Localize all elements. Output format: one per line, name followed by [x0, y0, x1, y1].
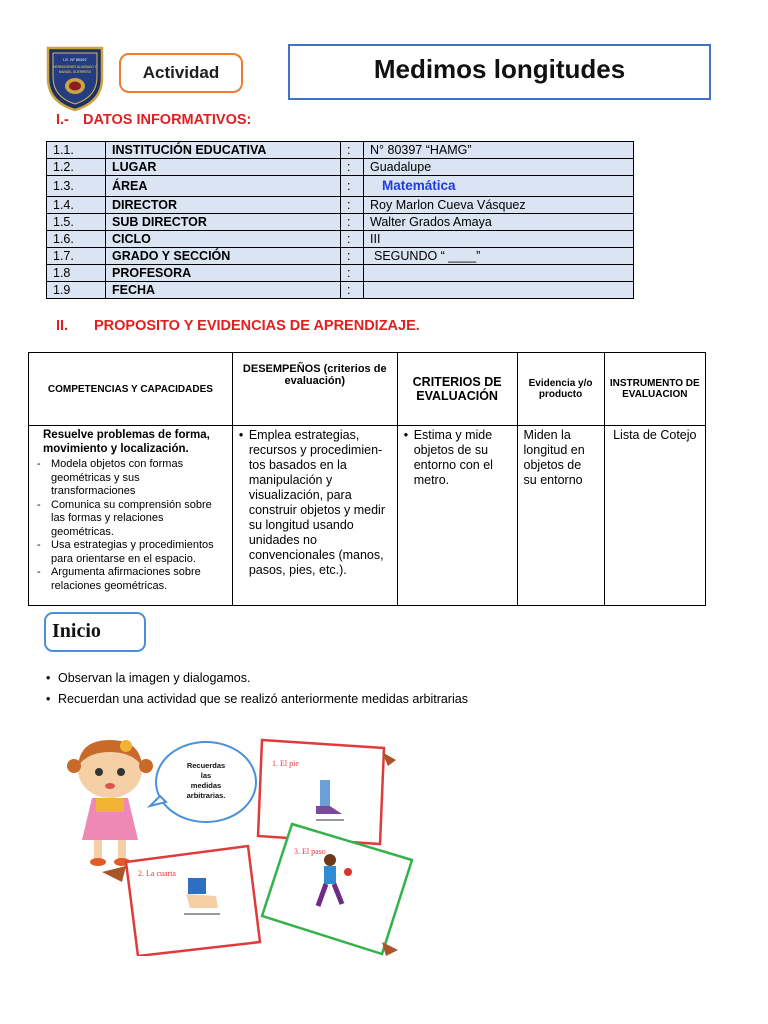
info-num: 1.8: [47, 265, 106, 282]
inicio-heading-box: [44, 612, 146, 652]
info-sep: :: [341, 159, 364, 176]
competencias-cell: [29, 426, 233, 606]
info-value: SEGUNDO “ ____”: [364, 248, 634, 265]
info-row: [47, 142, 634, 159]
header-competencias: COMPETENCIAS Y CAPACIDADES: [29, 353, 233, 426]
section-1-number: I.-: [56, 112, 69, 128]
page-title: Medimos longitudes: [373, 54, 626, 84]
speech-line-2: las: [200, 771, 212, 780]
criterio-item: • Estima y mide objetos de su entorno con el metro.: [404, 428, 511, 488]
info-row: [47, 282, 634, 299]
inicio-bullet-text: Recuerdan una actividad que se realizó anteriormente medidas arbitrarias: [58, 692, 468, 706]
info-label: CICLO: [106, 231, 341, 248]
info-label: FECHA: [106, 282, 341, 299]
info-value: N° 80397 “HAMG”: [364, 142, 634, 159]
info-value: Guadalupe: [364, 159, 634, 176]
info-label: GRADO Y SECCIÓN: [106, 248, 341, 265]
inicio-bullet-text: Observan la imagen y dialogamos.: [58, 671, 251, 685]
logo-line-1: I.E. Nº 80397: [63, 57, 87, 62]
info-sep: :: [341, 142, 364, 159]
header-evidencia: Evidencia y/o producto: [517, 353, 604, 426]
instrumento-cell: Lista de Cotejo: [604, 426, 705, 606]
desempenos-list: [239, 428, 391, 578]
info-sep: :: [341, 214, 364, 231]
competencies-table: [28, 352, 706, 606]
info-row: [47, 159, 634, 176]
card-1-label: 1. El pie: [272, 759, 299, 768]
speech-line-1: Recuerdas: [186, 761, 226, 770]
section-1-title: DATOS INFORMATIVOS:: [83, 112, 252, 128]
info-sep: :: [341, 231, 364, 248]
header-instrumento: INSTRUMENTO DE EVALUACION: [604, 353, 705, 426]
info-sep: :: [341, 197, 364, 214]
info-table: [46, 141, 634, 299]
bullet-icon: •: [46, 671, 51, 685]
competencia-title: Resuelve problemas de forma, movimiento y localización.: [43, 429, 210, 455]
info-label: DIRECTOR: [106, 197, 341, 214]
capacidad-item: - Comunica su comprensión sobre las formas y relaciones geométricas.: [33, 499, 226, 540]
info-value: Roy Marlon Cueva Vásquez: [364, 197, 634, 214]
speech-line-3: medidas: [190, 781, 222, 790]
section-2-number: II.: [56, 318, 69, 334]
school-shield-logo: [46, 44, 104, 112]
inicio-bullet-2: [46, 692, 468, 706]
criterios-cell: [397, 426, 517, 606]
info-sep: :: [341, 282, 364, 299]
criterios-list: [404, 428, 511, 488]
section-2-heading: [56, 318, 420, 334]
speech-line-4: arbitrarias.: [186, 791, 226, 800]
competencies-header-row: [29, 353, 706, 426]
header-desempenos: DESEMPEÑOS (criterios de evaluación): [232, 353, 397, 426]
info-value: III: [364, 231, 634, 248]
card-el-pie: [258, 740, 396, 844]
capacidad-item: - Argumenta afirmaciones sobre relaciones geométricas.: [33, 566, 226, 593]
info-value: [364, 265, 634, 282]
info-sep: :: [341, 265, 364, 282]
info-value-area: Matemática: [364, 176, 634, 197]
evidencia-cell: Miden la longitud en objetos de su entorno: [517, 426, 604, 606]
info-num: 1.4.: [47, 197, 106, 214]
section-1-heading: [56, 112, 251, 128]
header-criterios: CRITERIOS DE EVALUACIÓN: [397, 353, 517, 426]
info-num: 1.6.: [47, 231, 106, 248]
info-label: LUGAR: [106, 159, 341, 176]
info-row: [47, 248, 634, 265]
info-num: 1.1.: [47, 142, 106, 159]
speech-bubble: [150, 742, 256, 822]
capacidad-item: - Usa estrategias y procedimientos para orientarse en el espacio.: [33, 539, 226, 566]
activity-label: Actividad: [142, 63, 220, 82]
info-num: 1.9: [47, 282, 106, 299]
info-row: [47, 176, 634, 197]
desempenos-cell: [232, 426, 397, 606]
capacidad-item: - Modela objetos con formas geométricas y sus transformaciones: [33, 458, 226, 499]
info-label: INSTITUCIÓN EDUCATIVA: [106, 142, 341, 159]
desempeno-item: • Emplea estrategias, recursos y procedimien-tos basados en la manipulación y visualización, para construir objetos y medir su longitud usando unidades no convencionales (manos, pasos, pies, etc.).: [239, 428, 391, 578]
info-num: 1.2.: [47, 159, 106, 176]
inicio-bullet-1: [46, 671, 250, 685]
logo-line-3: MANUEL GUERRERO: [58, 70, 92, 74]
info-value: [364, 282, 634, 299]
info-row: [47, 231, 634, 248]
logo-line-2: HERMOGENES ALVARADO Y: [53, 65, 97, 69]
girl-character-icon: [67, 740, 153, 866]
inicio-heading: Inicio: [52, 620, 101, 642]
card-el-paso: [262, 824, 412, 956]
info-label: SUB DIRECTOR: [106, 214, 341, 231]
info-num: 1.3.: [47, 176, 106, 197]
page-title-box: [288, 44, 711, 100]
info-label: PROFESORA: [106, 265, 341, 282]
bullet-icon: •: [46, 692, 51, 706]
info-row: [47, 197, 634, 214]
info-num: 1.5.: [47, 214, 106, 231]
arbitrary-measures-illustration: [66, 736, 436, 956]
info-row: [47, 214, 634, 231]
card-3-label: 3. El paso: [294, 847, 326, 856]
info-sep: :: [341, 248, 364, 265]
activity-label-box: [119, 53, 243, 93]
info-num: 1.7.: [47, 248, 106, 265]
info-sep: :: [341, 176, 364, 197]
capacidades-list: [33, 458, 226, 593]
info-label: ÁREA: [106, 176, 341, 197]
competencies-content-row: [29, 426, 706, 606]
info-row: [47, 265, 634, 282]
info-value: Walter Grados Amaya: [364, 214, 634, 231]
card-2-label: 2. La cuarta: [138, 869, 176, 878]
card-la-cuarta: [102, 846, 260, 956]
section-2-title: PROPOSITO Y EVIDENCIAS DE APRENDIZAJE.: [94, 318, 420, 334]
